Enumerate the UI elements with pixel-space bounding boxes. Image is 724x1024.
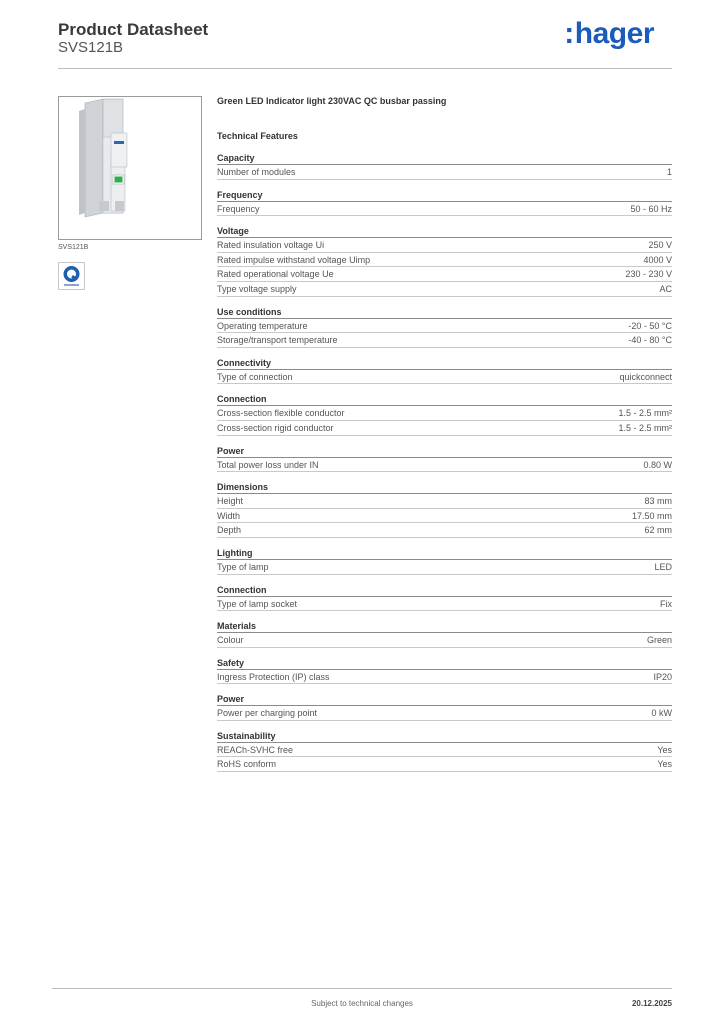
spec-row bbox=[217, 238, 672, 253]
product-code: SVS121B bbox=[58, 39, 124, 56]
spec-value: Yes bbox=[657, 759, 672, 770]
spec-value: IP20 bbox=[653, 671, 672, 682]
spec-section bbox=[217, 729, 672, 772]
spec-section bbox=[217, 305, 672, 348]
spec-row bbox=[217, 253, 672, 268]
spec-value: quickconnect bbox=[619, 371, 672, 382]
spec-label: Ingress Protection (IP) class bbox=[217, 671, 330, 682]
spec-row bbox=[217, 458, 672, 473]
spec-row bbox=[217, 165, 672, 180]
spec-label: Frequency bbox=[217, 203, 260, 214]
section-title: Use conditions bbox=[217, 305, 672, 319]
section-title: Frequency bbox=[217, 188, 672, 202]
spec-row bbox=[217, 743, 672, 758]
spec-value: 1 bbox=[666, 167, 672, 177]
product-image bbox=[58, 96, 202, 240]
spec-section bbox=[217, 392, 672, 435]
spec-section bbox=[217, 356, 672, 385]
spec-section bbox=[217, 692, 672, 721]
indicator-light-illustration bbox=[59, 97, 201, 239]
spec-row bbox=[217, 282, 672, 297]
indicator-lens bbox=[115, 177, 123, 183]
spec-value: 1.5 - 2.5 mm² bbox=[618, 422, 672, 433]
spec-label: Storage/transport temperature bbox=[217, 335, 338, 346]
spec-section bbox=[217, 151, 672, 180]
section-title: Voltage bbox=[217, 224, 672, 238]
spec-section bbox=[217, 583, 672, 612]
spec-label: Rated insulation voltage Ui bbox=[217, 240, 325, 251]
spec-row bbox=[217, 597, 672, 612]
section-title: Safety bbox=[217, 656, 672, 670]
spec-row bbox=[217, 509, 672, 524]
spec-label: Total power loss under IN bbox=[217, 459, 319, 470]
spec-section bbox=[217, 619, 672, 648]
spec-row bbox=[217, 670, 672, 685]
footer-note: Subject to technical changes bbox=[311, 999, 413, 1008]
section-title: Lighting bbox=[217, 546, 672, 560]
spec-row bbox=[217, 202, 672, 217]
spec-label: Width bbox=[217, 510, 241, 521]
spec-row bbox=[217, 494, 672, 509]
spec-section bbox=[217, 444, 672, 473]
spec-sections bbox=[217, 151, 672, 772]
specification-panel bbox=[217, 96, 672, 780]
spec-row bbox=[217, 370, 672, 385]
spec-row bbox=[217, 406, 672, 421]
spec-label: Type voltage supply bbox=[217, 283, 297, 294]
section-title: Materials bbox=[217, 619, 672, 633]
spec-row bbox=[217, 560, 672, 575]
spec-value: 83 mm bbox=[644, 496, 672, 507]
technical-features-heading: Technical Features bbox=[217, 131, 298, 141]
product-image-caption: SVS121B bbox=[58, 244, 89, 251]
section-title: Connection bbox=[217, 583, 672, 597]
logo-wordmark: hager bbox=[574, 17, 654, 50]
spec-value: 50 - 60 Hz bbox=[630, 203, 672, 214]
section-title: Sustainability bbox=[217, 729, 672, 743]
section-title: Power bbox=[217, 692, 672, 706]
spec-value: 250 V bbox=[648, 240, 672, 251]
spec-value: 17.50 mm bbox=[631, 510, 672, 521]
spec-value: 62 mm bbox=[644, 525, 672, 536]
section-title: Connectivity bbox=[217, 356, 672, 370]
spec-value: AC bbox=[659, 283, 672, 294]
spec-label: Depth bbox=[217, 525, 242, 536]
section-title: Capacity bbox=[217, 151, 672, 165]
spec-value: 0.80 W bbox=[643, 459, 672, 470]
section-title: Power bbox=[217, 444, 672, 458]
spec-label: Number of modules bbox=[217, 167, 296, 177]
spec-value: 1.5 - 2.5 mm² bbox=[618, 408, 672, 419]
spec-label: Height bbox=[217, 496, 244, 507]
page-footer bbox=[52, 988, 672, 1008]
spec-value: 230 - 230 V bbox=[625, 269, 672, 280]
spec-row bbox=[217, 267, 672, 282]
spec-label: Colour bbox=[217, 635, 244, 646]
spec-label: Cross-section flexible conductor bbox=[217, 408, 345, 419]
logo-mark-icon: : bbox=[564, 17, 574, 50]
product-title: Green LED Indicator light 230VAC QC busbar passing bbox=[217, 96, 447, 106]
spec-value: -40 - 80 °C bbox=[628, 335, 672, 346]
spec-label: Cross-section rigid conductor bbox=[217, 422, 334, 433]
spec-label: Type of connection bbox=[217, 371, 293, 382]
footer-date: 20.12.2025 bbox=[631, 999, 672, 1008]
spec-section bbox=[217, 188, 672, 217]
spec-label: Type of lamp bbox=[217, 561, 269, 572]
spec-label: RoHS conform bbox=[217, 759, 277, 770]
section-title: Connection bbox=[217, 392, 672, 406]
spec-section bbox=[217, 546, 672, 575]
spec-row bbox=[217, 319, 672, 334]
section-title: Dimensions bbox=[217, 480, 672, 494]
spec-row bbox=[217, 706, 672, 721]
spec-value: Green bbox=[646, 635, 672, 646]
spec-row bbox=[217, 421, 672, 436]
page-header bbox=[58, 17, 672, 69]
spec-section bbox=[217, 224, 672, 296]
spec-section bbox=[217, 656, 672, 685]
spec-label: Type of lamp socket bbox=[217, 598, 298, 609]
quality-mark-icon bbox=[58, 262, 85, 290]
spec-label: REACh-SVHC free bbox=[217, 744, 294, 755]
spec-row bbox=[217, 757, 672, 772]
spec-row bbox=[217, 333, 672, 348]
spec-label: Power per charging point bbox=[217, 708, 318, 719]
spec-value: Yes bbox=[657, 744, 672, 755]
spec-value: 4000 V bbox=[643, 254, 672, 265]
spec-value: -20 - 50 °C bbox=[628, 320, 672, 331]
spec-label: Operating temperature bbox=[217, 320, 308, 331]
spec-value: Fix bbox=[660, 598, 672, 609]
spec-row bbox=[217, 523, 672, 538]
spec-row bbox=[217, 633, 672, 648]
datasheet-title: Product Datasheet bbox=[58, 20, 209, 39]
spec-value: 0 kW bbox=[651, 708, 672, 719]
spec-value: LED bbox=[654, 561, 672, 572]
hager-logo bbox=[564, 17, 654, 51]
spec-label: Rated impulse withstand voltage Uimp bbox=[217, 254, 371, 265]
spec-label: Rated operational voltage Ue bbox=[217, 269, 334, 280]
spec-section bbox=[217, 480, 672, 538]
